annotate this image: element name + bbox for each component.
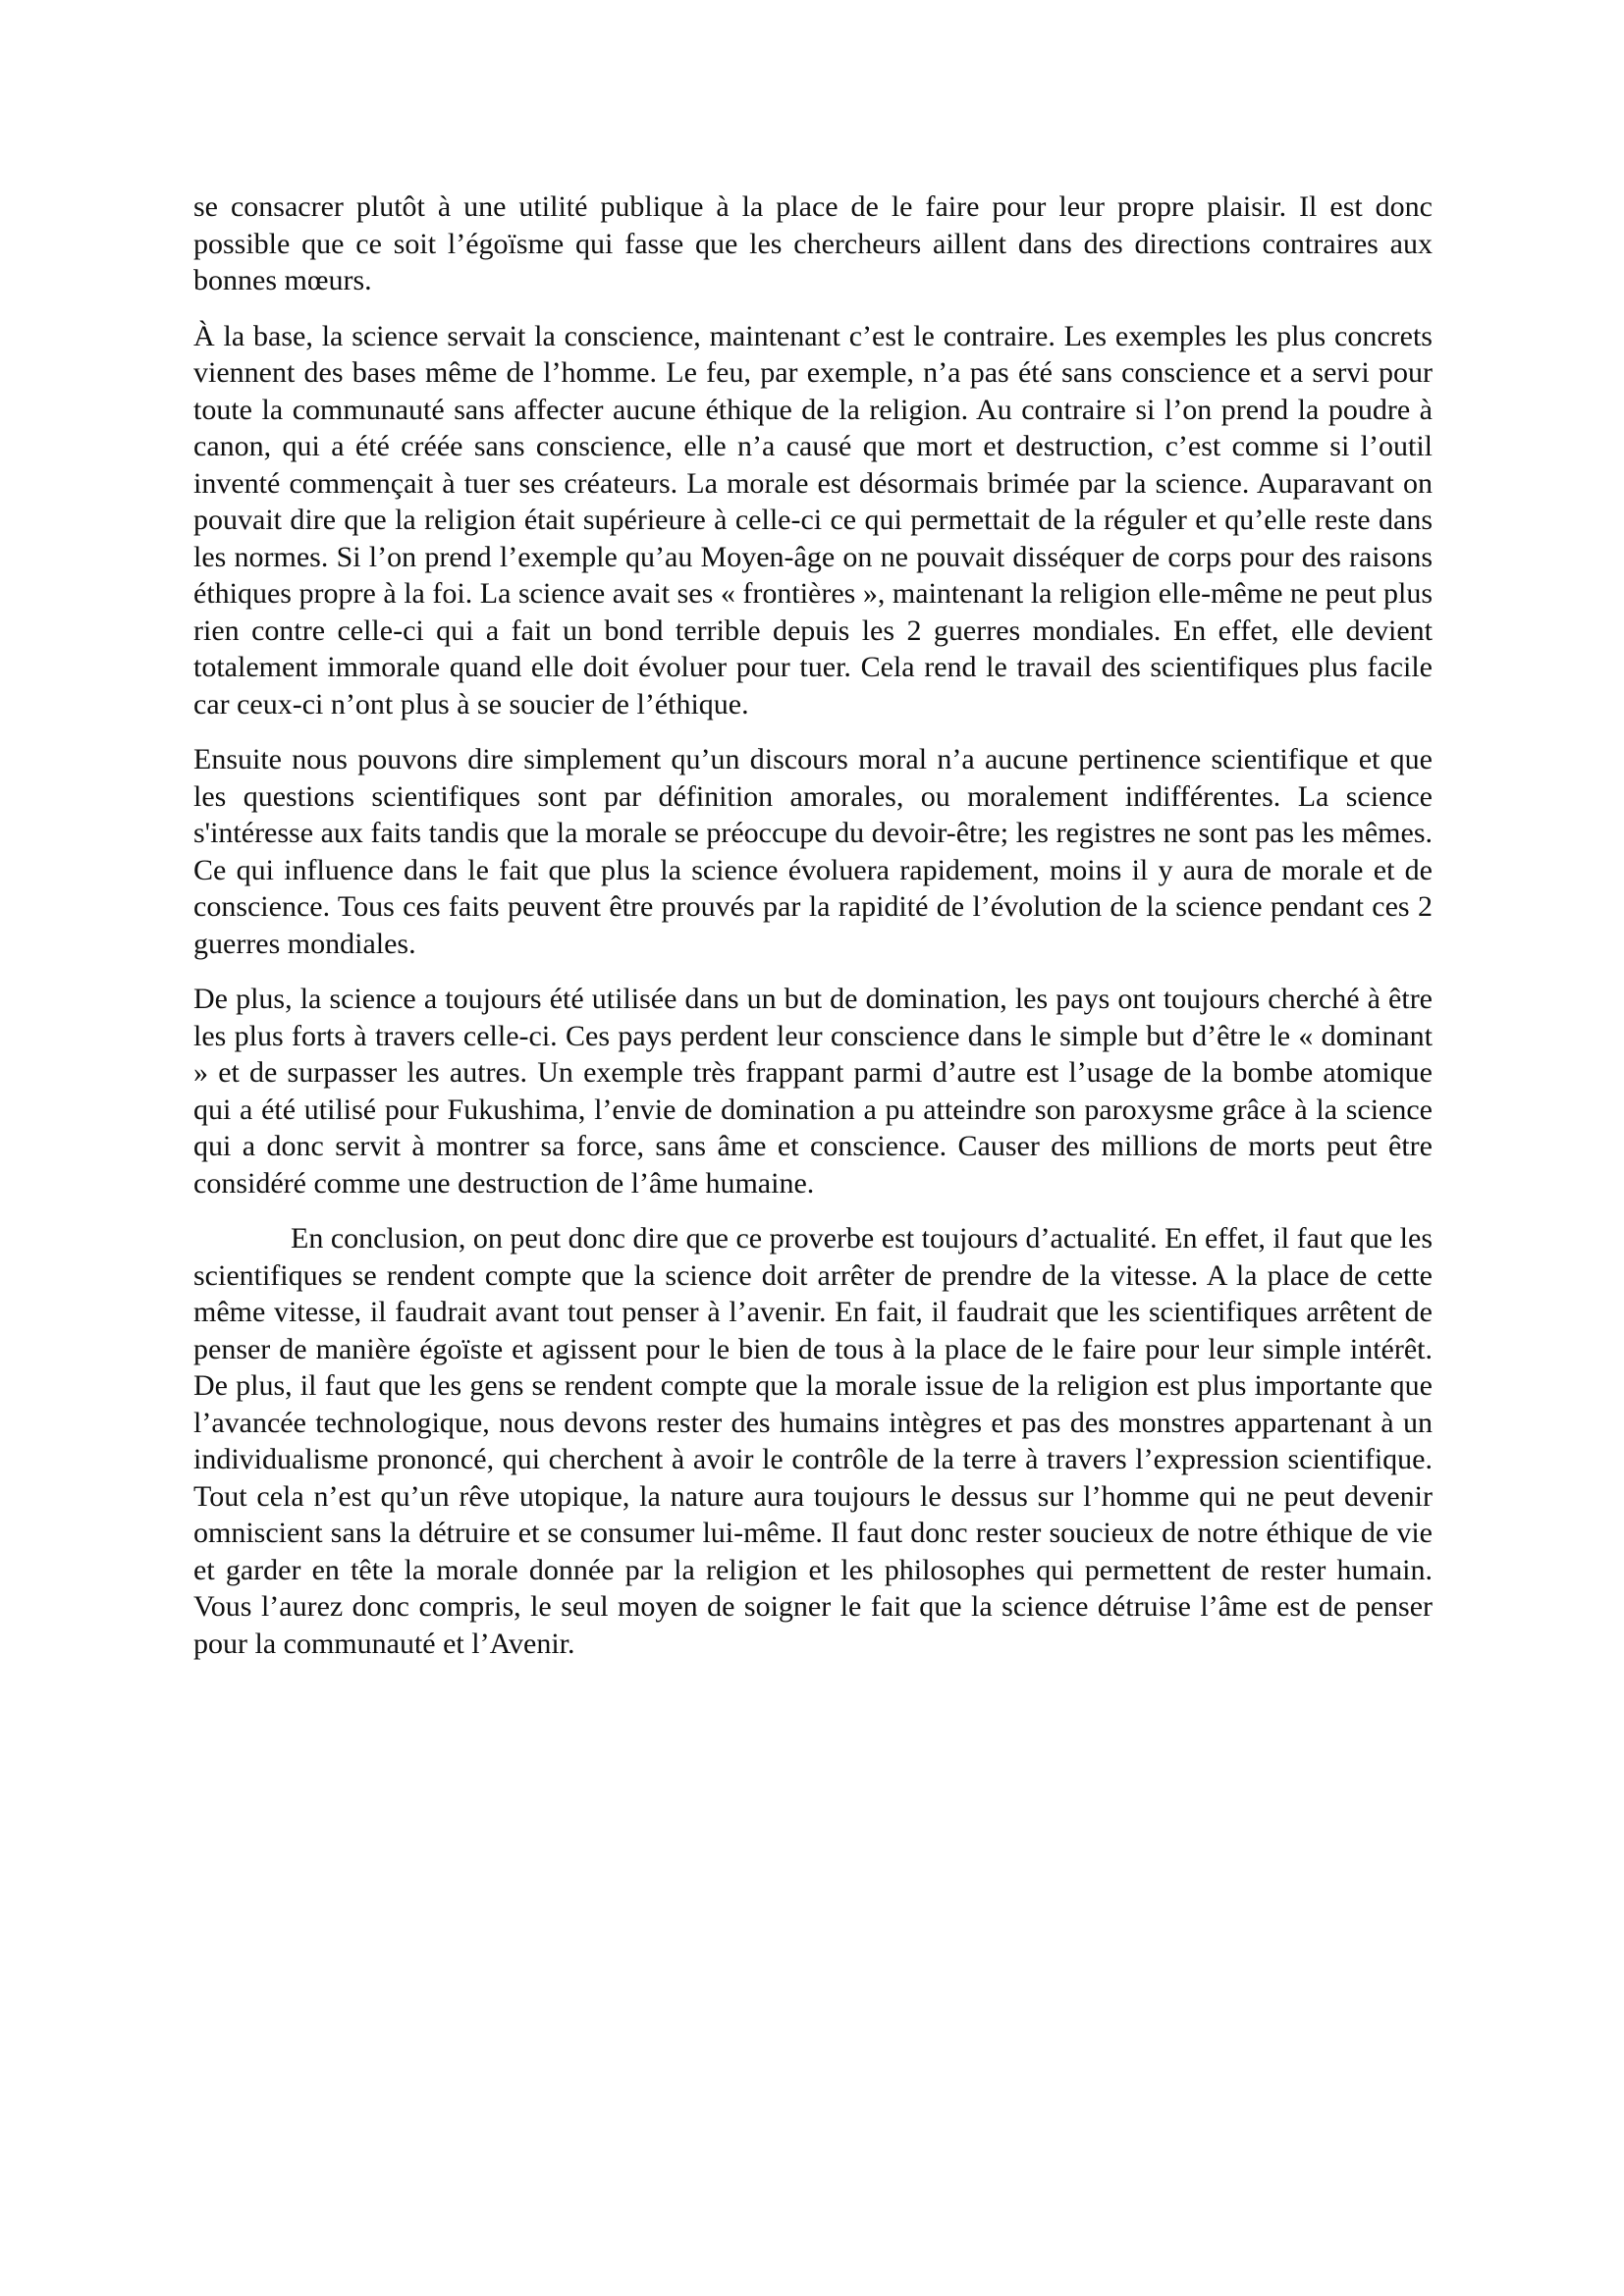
paragraph-continuation: se consacrer plutôt à une utilité publique à la place de le faire pour leur propre plaisir. Il est donc possible que ce soit l’égoïsme qui fasse que les chercheurs aillent dans des directions contraires aux bonnes mœurs.: [193, 190, 1433, 296]
paragraph-domination: De plus, la science a toujours été utilisée dans un but de domination, les pays ont toujours cherché à être les plus forts à travers celle-ci. Ces pays perdent leur conscience dans le simple but d’être le « dominant » et de surpasser les autres. Un exemple très frappant parmi d’autre est l’usage de la bombe atomique qui a été utilisé pour Fukushima, l’envie de domination a pu atteindre son paroxysme grâce à la science qui a donc servit à montrer sa force, sans âme et conscience. Causer des millions de morts peut être considéré comme une destruction de l’âme humaine.: [193, 983, 1433, 1200]
paragraph-science-conscience: À la base, la science servait la conscience, maintenant c’est le contraire. Les exemples les plus concrets viennent des bases même de l’homme. Le feu, par exemple, n’a pas été sans conscience et a servi pour toute la communauté sans affecter aucune éthique de la religion. Au contraire si l’on prend la poudre à canon, qui a été créée sans conscience, elle n’a causé que mort et destruction, c’est comme si l’outil inventé commençait à tuer ses créateurs. La morale est désormais brimée par la science. Auparavant on pouvait dire que la religion était supérieure à celle-ci ce qui permettait de la réguler et qu’elle reste dans les normes. Si l’on prend l’exemple qu’au Moyen-âge on ne pouvait disséquer de corps pour des raisons éthiques propre à la foi. La science avait ses « frontières », maintenant la religion elle-même ne peut plus rien contre celle-ci qui a fait un bond terrible depuis les 2 guerres mondiales. En effet, elle devient totalement immorale quand elle doit évoluer pour tuer. Cela rend le travail des scientifiques plus facile car ceux-ci n’ont plus à se soucier de l’éthique.: [193, 319, 1433, 721]
document-body: [193, 188, 1433, 1681]
paragraph-conclusion: En conclusion, on peut donc dire que ce proverbe est toujours d’actualité. En effet, il faut que les scientifiques se rendent compte que la science doit arrêter de prendre de la vitesse. A la place de cette même vitesse, il faudrait avant tout penser à l’avenir. En fait, il faudrait que les scientifiques arrêtent de penser de manière égoïste et agissent pour le bien de tous à la place de le faire pour leur simple intérêt. De plus, il faut que les gens se rendent compte que la morale issue de la religion est plus importante que l’avancée technologique, nous devons rester des humains intègres et pas des monstres appartenant à un individualisme prononcé, qui cherchent à avoir le contrôle de la terre à travers l’expression scientifique. Tout cela n’est qu’un rêve utopique, la nature aura toujours le dessus sur l’homme qui ne peut devenir omniscient sans la détruire et se consumer lui-même. Il faut donc rester soucieux de notre éthique de vie et garder en tête la morale donnée par la religion et les philosophes qui permettent de rester humain. Vous l’aurez donc compris, le seul moyen de soigner le fait que la science détruise l’âme est de penser pour la communauté et l’Avenir.: [193, 1222, 1433, 1660]
paragraph-moral-discourse: Ensuite nous pouvons dire simplement qu’un discours moral n’a aucune pertinence scientifique et que les questions scientifiques sont par définition amorales, ou moralement indifférentes. La science s'intéresse aux faits tandis que la morale se préoccupe du devoir-être; les registres ne sont pas les mêmes. Ce qui influence dans le fait que plus la science évoluera rapidement, moins il y aura de morale et de conscience. Tous ces faits peuvent être prouvés par la rapidité de l’évolution de la science pendant ces 2 guerres mondiales.: [193, 743, 1433, 960]
